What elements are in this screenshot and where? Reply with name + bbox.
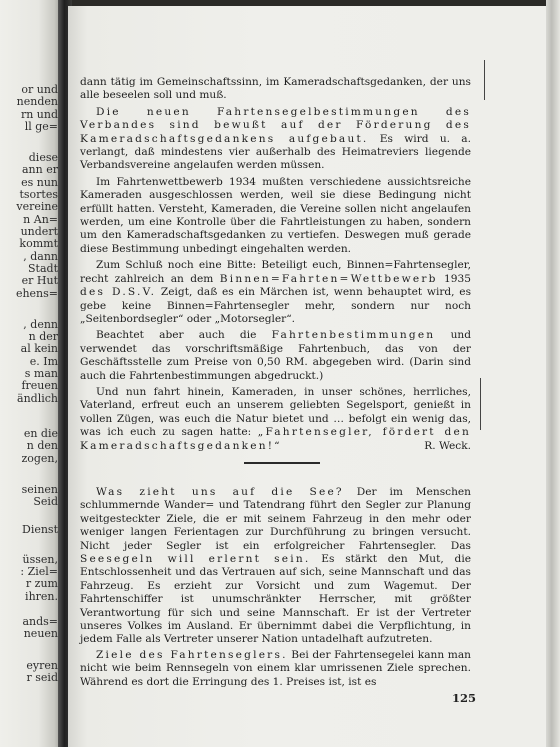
facing-page-line: nenden (16, 95, 58, 108)
facing-page-line: ändlich (17, 392, 58, 405)
facing-page-line: undert (20, 225, 58, 238)
facing-page-line: , dann (23, 250, 58, 263)
facing-page-line: n den (26, 439, 58, 452)
facing-page-line: r seid (26, 671, 58, 684)
paragraph: Zum Schluß noch eine Bitte: Beteiligt euch, Binnen=Fahrtensegler, recht zahlreich an dem Binnen=Fahrten=Wettbewerb 1935 des D.S.V. Zeigt, daß es ein Märchen ist, wenn behauptet wird, es gebe keine Binnen=Fahrtensegler mehr, sondern nur noch „Seitenbordsegler“ oder „Motorsegler“. (80, 259, 472, 325)
facing-page-line: n der (28, 330, 58, 343)
paragraph: dann tätig im Gemeinschaftssinn, im Kameradschaftsgedanken, der uns alle beseelen soll und muß. (80, 76, 471, 102)
facing-page-line: n An= (23, 213, 58, 226)
paragraph: Im Fahrtenwettbewerb 1934 mußten verschiedene aussichtsreiche Kameraden ausgeschlossen werden, weil sie diese Bedingung nicht erfüllt hatten. Versteht, Kameraden, die Vereine sollen nicht angelaufen werden, um eine Kontrolle über die Fahrtleistungen zu haben, sondern um den Kameradschaftsgedanken zu vertiefen. Deswegen muß gerade diese Bestimmung unbedingt eingehalten werden. (80, 175, 471, 255)
facing-page-line: eyren (26, 659, 58, 672)
facing-page-line: rn und (20, 108, 58, 121)
body-text-lower (80, 486, 471, 689)
facing-page-line: kommt (19, 237, 58, 250)
facing-page-line: ands= (22, 615, 58, 628)
facing-page-line: en die (23, 427, 58, 440)
facing-page-line: : Ziel= (20, 565, 58, 578)
facing-page-line: r zum (25, 577, 58, 590)
facing-page-line: al kein (20, 342, 58, 355)
signature: R. Weck. (424, 439, 471, 452)
paragraph: Was zieht uns auf die See? Der im Menschen schlummernde Wander= und Tatendrang führt den Segler zur Planung weitgesteckter Ziele, die er mit seinem Fahrzeug in den mehr oder weniger langen Ferientagen zur Durchführung zu bringen versucht. Nicht jeder Segler ist ein erfolgreicher Fahrtensegler. Das Seesegeln will erlernt sein. Es stärkt den Mut, die Entschlossenheit und das Vertrauen auf sich, seine Mannschaft und das Fahrzeug. Es erzieht zur Vorsicht und zum Wagemut. Der Fahrtenschiffer ist unumschränkter Herrscher, mit größter Verantwortung für sich und seine Mannschaft. Er ist der Vertreter unseres Volkes im Ausland. Er übernimmt dabei die Verpflichtung, in jedem Falle als Vertreter unserer Nation untadelhaft aufzutreten. (80, 486, 471, 646)
pencil-margin-mark (484, 60, 485, 100)
facing-page-left (0, 0, 64, 747)
facing-page-line: neuen (23, 627, 58, 640)
paragraph: Und nun fahrt hinein, Kameraden, in unser schönes, herrliches, Vaterland, erfreut euch an unserem geliebten Segelsport, genießt in vollen Zügen, was euch die Natur bietet und … befolgt ein wenig das, was ich euch zu sagen hatte: „Fahrtensegler, fördert den Kameradschaftsgedanken!“ R. Weck. (80, 385, 471, 452)
facing-page-line: Dienst (22, 523, 58, 536)
page-number: 125 (452, 691, 477, 705)
facing-page-line: tsortes (19, 188, 58, 201)
facing-page-line: er Hut (21, 274, 58, 287)
body-text-upper (80, 76, 471, 453)
facing-page-line: ihren. (25, 590, 58, 603)
facing-page-line: diese (28, 151, 58, 164)
facing-page-line: e. Im (29, 355, 58, 368)
facing-page-line: freuen (21, 379, 58, 392)
facing-page-line: es nun (21, 176, 58, 189)
facing-page-line: ll ge= (24, 120, 58, 133)
facing-page-line: vereine (16, 200, 58, 213)
paragraph: Die neuen Fahrtensegelbestimmungen des Verbandes sind bewußt auf der Förderung des Kameradschaftsgedankens aufgebaut. Es wird u. a. verlangt, daß mindestens vier außerhalb des Heimatreviers liegende Verbandsvereine angelaufen werden müssen. (80, 105, 471, 172)
facing-page-line: üssen, (22, 553, 58, 566)
paragraph: Ziele des Fahrtenseglers. Bei der Fahrtensegelei kann man nicht wie beim Rennsegeln von einem klar umrissenen Ziele sprechen. Während es dort die Erringung des 1. Preises ist, ist es (80, 648, 471, 688)
facing-page-line: seinen (21, 483, 58, 496)
facing-page-line: ehens= (15, 287, 58, 300)
facing-page-line: , denn (23, 318, 58, 331)
pencil-margin-mark (480, 378, 481, 430)
paragraph: Beachtet aber auch die Fahrtenbestimmungen und verwendet das vorschriftsmäßige Fahrtenbuch, das von der Geschäftsstelle zum Preise von 0,50 RM. abgegeben wird. (Darin sind auch die Fahrtenbestimmungen abgedruckt.) (80, 329, 472, 382)
facing-page-line: Stadt (28, 262, 58, 275)
facing-page-line: or und (21, 83, 58, 96)
section-divider (244, 462, 320, 464)
facing-page-line: zogen, (21, 452, 58, 465)
facing-page-line: ann er (22, 163, 58, 176)
page-edge (546, 0, 560, 747)
facing-page-line: Seid (33, 495, 58, 508)
facing-page-line: s man (24, 367, 58, 380)
